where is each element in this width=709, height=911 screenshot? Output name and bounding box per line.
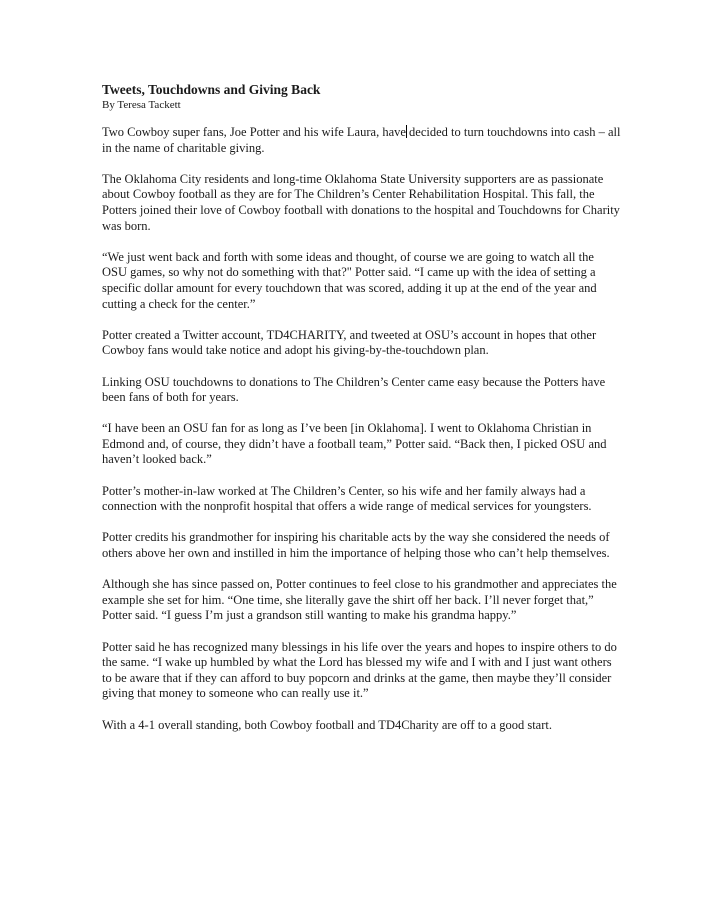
paragraph-6[interactable]: “I have been an OSU fan for as long as I’ve been [in Oklahoma]. I went to Oklahoma Christian in Edmond and, of course, they didn’t have a football team,” Potter said. “Back then, I picked OSU and haven’t looked back.” [102, 421, 607, 467]
paragraph-9[interactable]: Although she has since passed on, Potter continues to feel close to his grandmother and appreciates the example she set for him. “One time, she literally gave the shirt off her back. I’ll never forget that,” Potter said. “I guess I’m just a grandson still wanting to make his grandma happy.” [102, 577, 617, 623]
document-page[interactable] [102, 82, 622, 749]
paragraph-8[interactable]: Potter credits his grandmother for inspiring his charitable acts by the way she considered the needs of others above her own and instilled in him the importance of helping those who can’t help themselves. [102, 530, 610, 561]
paragraph-10[interactable]: Potter said he has recognized many blessings in his life over the years and hopes to inspire others to do the same. “I wake up humbled by what the Lord has blessed my wife and I with and I just want others to be aware that if they can afford to buy popcorn and drinks at the game, then maybe they’ll consider giving that money to someone who can really use it.” [102, 639, 617, 701]
paragraph-3[interactable]: “We just went back and forth with some ideas and thought, of course we are going to watch all the OSU games, so why not do something with that?" Potter said. “I came up with the idea of setting a specific dollar amount for every touchdown that was scored, adding it up at the end of the year and cutting a check for the center.” [102, 249, 597, 311]
paragraph-11[interactable]: With a 4-1 overall standing, both Cowboy football and TD4Charity are off to a good start. [102, 717, 552, 732]
paragraph-4[interactable]: Potter created a Twitter account, TD4CHARITY, and tweeted at OSU’s account in hopes that other Cowboy fans would take notice and adopt his giving-by-the-touchdown plan. [102, 327, 597, 358]
paragraph-1[interactable] [102, 125, 622, 156]
paragraph-5[interactable]: Linking OSU touchdowns to donations to The Children’s Center came easy because the Potters have been fans of both for years. [102, 374, 606, 405]
paragraph-2[interactable]: The Oklahoma City residents and long-time Oklahoma State University supporters are as passionate about Cowboy football as they are for The Children’s Center Rehabilitation Hospital. This fall, the Potters joined their love of Cowboy football with donations to the hospital and Touchdowns for Charity was born. [102, 171, 620, 233]
article-byline: By Teresa Tackett [102, 99, 181, 111]
paragraph-1-text-before-cursor: Two Cowboy super fans, Joe Potter and his wife Laura, have [102, 125, 406, 139]
article-title: Tweets, Touchdowns and Giving Back [102, 82, 321, 97]
paragraph-7[interactable]: Potter’s mother-in-law worked at The Children’s Center, so his wife and her family always had a connection with the nonprofit hospital that offers a wide range of medical services for youngsters. [102, 483, 592, 514]
paragraph-1-text-after-cursor: decided to turn touchdowns into cash – all in the name of charitable giving. [102, 125, 621, 155]
